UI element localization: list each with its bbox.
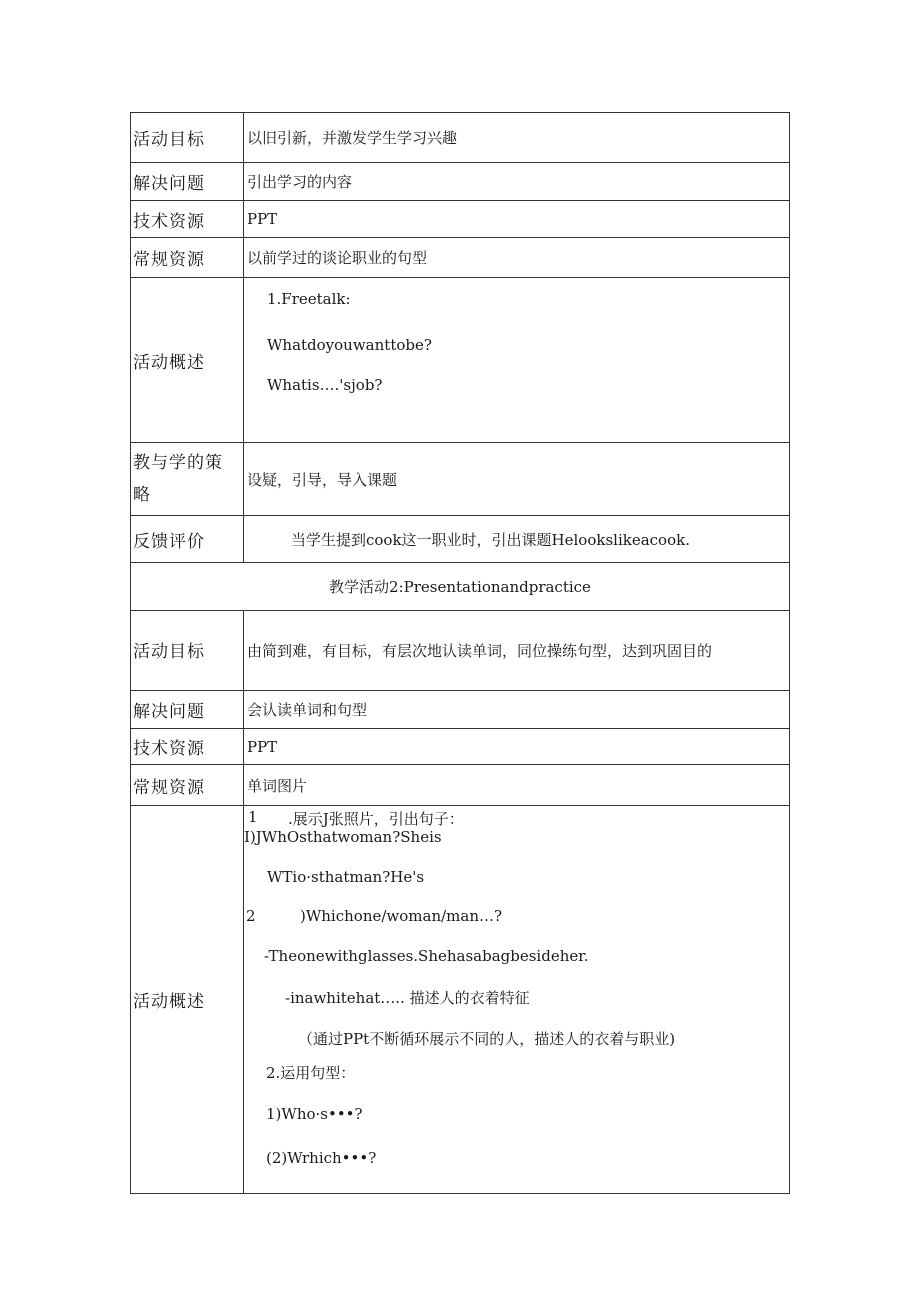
row-content: PPT (244, 729, 790, 765)
row-content: PPT (244, 201, 790, 238)
table-row (131, 113, 790, 163)
row-content: 以前学过的谈论职业的句型 (244, 238, 790, 278)
overview-line: (2)Wrhich•••? (266, 1149, 377, 1167)
row-label: 解决问题 (131, 163, 244, 201)
overview-line: （通过PPt不断循环展示不同的人，描述人的衣着与职业) (298, 1030, 676, 1048)
row-label (131, 443, 244, 516)
overview-line: 1.Freetalk: (267, 290, 351, 308)
overview-line-number: 1 (248, 808, 258, 826)
table-row (131, 563, 790, 611)
row-content: 引出学习的内容 (244, 163, 790, 201)
table-row (131, 163, 790, 201)
row-content: 由简到难，有目标，有层次地认读单词，同位操练句型，达到巩固目的 (244, 611, 790, 691)
overview-line-number: 2 (246, 907, 256, 925)
row-label: 解决问题 (131, 691, 244, 729)
section-title: 教学活动2:Presentationandpractice (131, 563, 790, 611)
row-label: 技术资源 (131, 201, 244, 238)
overview-line: -inawhitehat….. 描述人的衣着特征 (285, 989, 530, 1007)
row-content: 单词图片 (244, 765, 790, 806)
table-row (131, 691, 790, 729)
overview-line: WTio·sthatman?He's (267, 868, 425, 886)
table-row (131, 611, 790, 691)
row-content: 以旧引新，并激发学生学习兴趣 (244, 113, 790, 163)
table-row (131, 278, 790, 443)
row-content: 设疑，引导，导入课题 (244, 443, 790, 516)
overview-line: I)JWhOsthatwoman?Sheis (244, 828, 442, 846)
overview-line: -Theonewithglasses.Shehasabagbesideher. (264, 947, 589, 965)
table-row (131, 516, 790, 563)
table-row (131, 238, 790, 278)
label-line: 教与学的策 (133, 453, 223, 473)
label-line: 略 (133, 485, 151, 505)
lesson-plan-table (130, 112, 790, 1194)
table-row (131, 765, 790, 806)
overview-line: 2.运用句型： (266, 1064, 356, 1082)
row-label: 活动目标 (131, 611, 244, 691)
overview-content (244, 278, 790, 443)
table-row (131, 806, 790, 1194)
row-label: 常规资源 (131, 238, 244, 278)
table-row (131, 201, 790, 238)
overview-content (244, 806, 790, 1194)
row-label: 常规资源 (131, 765, 244, 806)
overview-line: )Whichone/woman/man…? (300, 907, 503, 925)
row-label: 活动目标 (131, 113, 244, 163)
document-page (130, 112, 790, 1194)
row-label: 活动概述 (131, 806, 244, 1194)
table-row (131, 443, 790, 516)
overview-line: Whatis….'sjob? (267, 376, 383, 394)
row-label: 反馈评价 (131, 516, 244, 563)
overview-line: Whatdoyouwanttobe? (267, 336, 432, 354)
row-content: 会认读单词和句型 (244, 691, 790, 729)
row-label: 活动概述 (131, 278, 244, 443)
overview-line: 1)Who·s•••? (266, 1105, 363, 1123)
table-row (131, 729, 790, 765)
row-label: 技术资源 (131, 729, 244, 765)
row-content: 当学生提到cook这一职业时，引出课题Helookslikeacook. (244, 516, 790, 563)
overview-line: .展示J张照片，引出句子： (288, 810, 464, 828)
